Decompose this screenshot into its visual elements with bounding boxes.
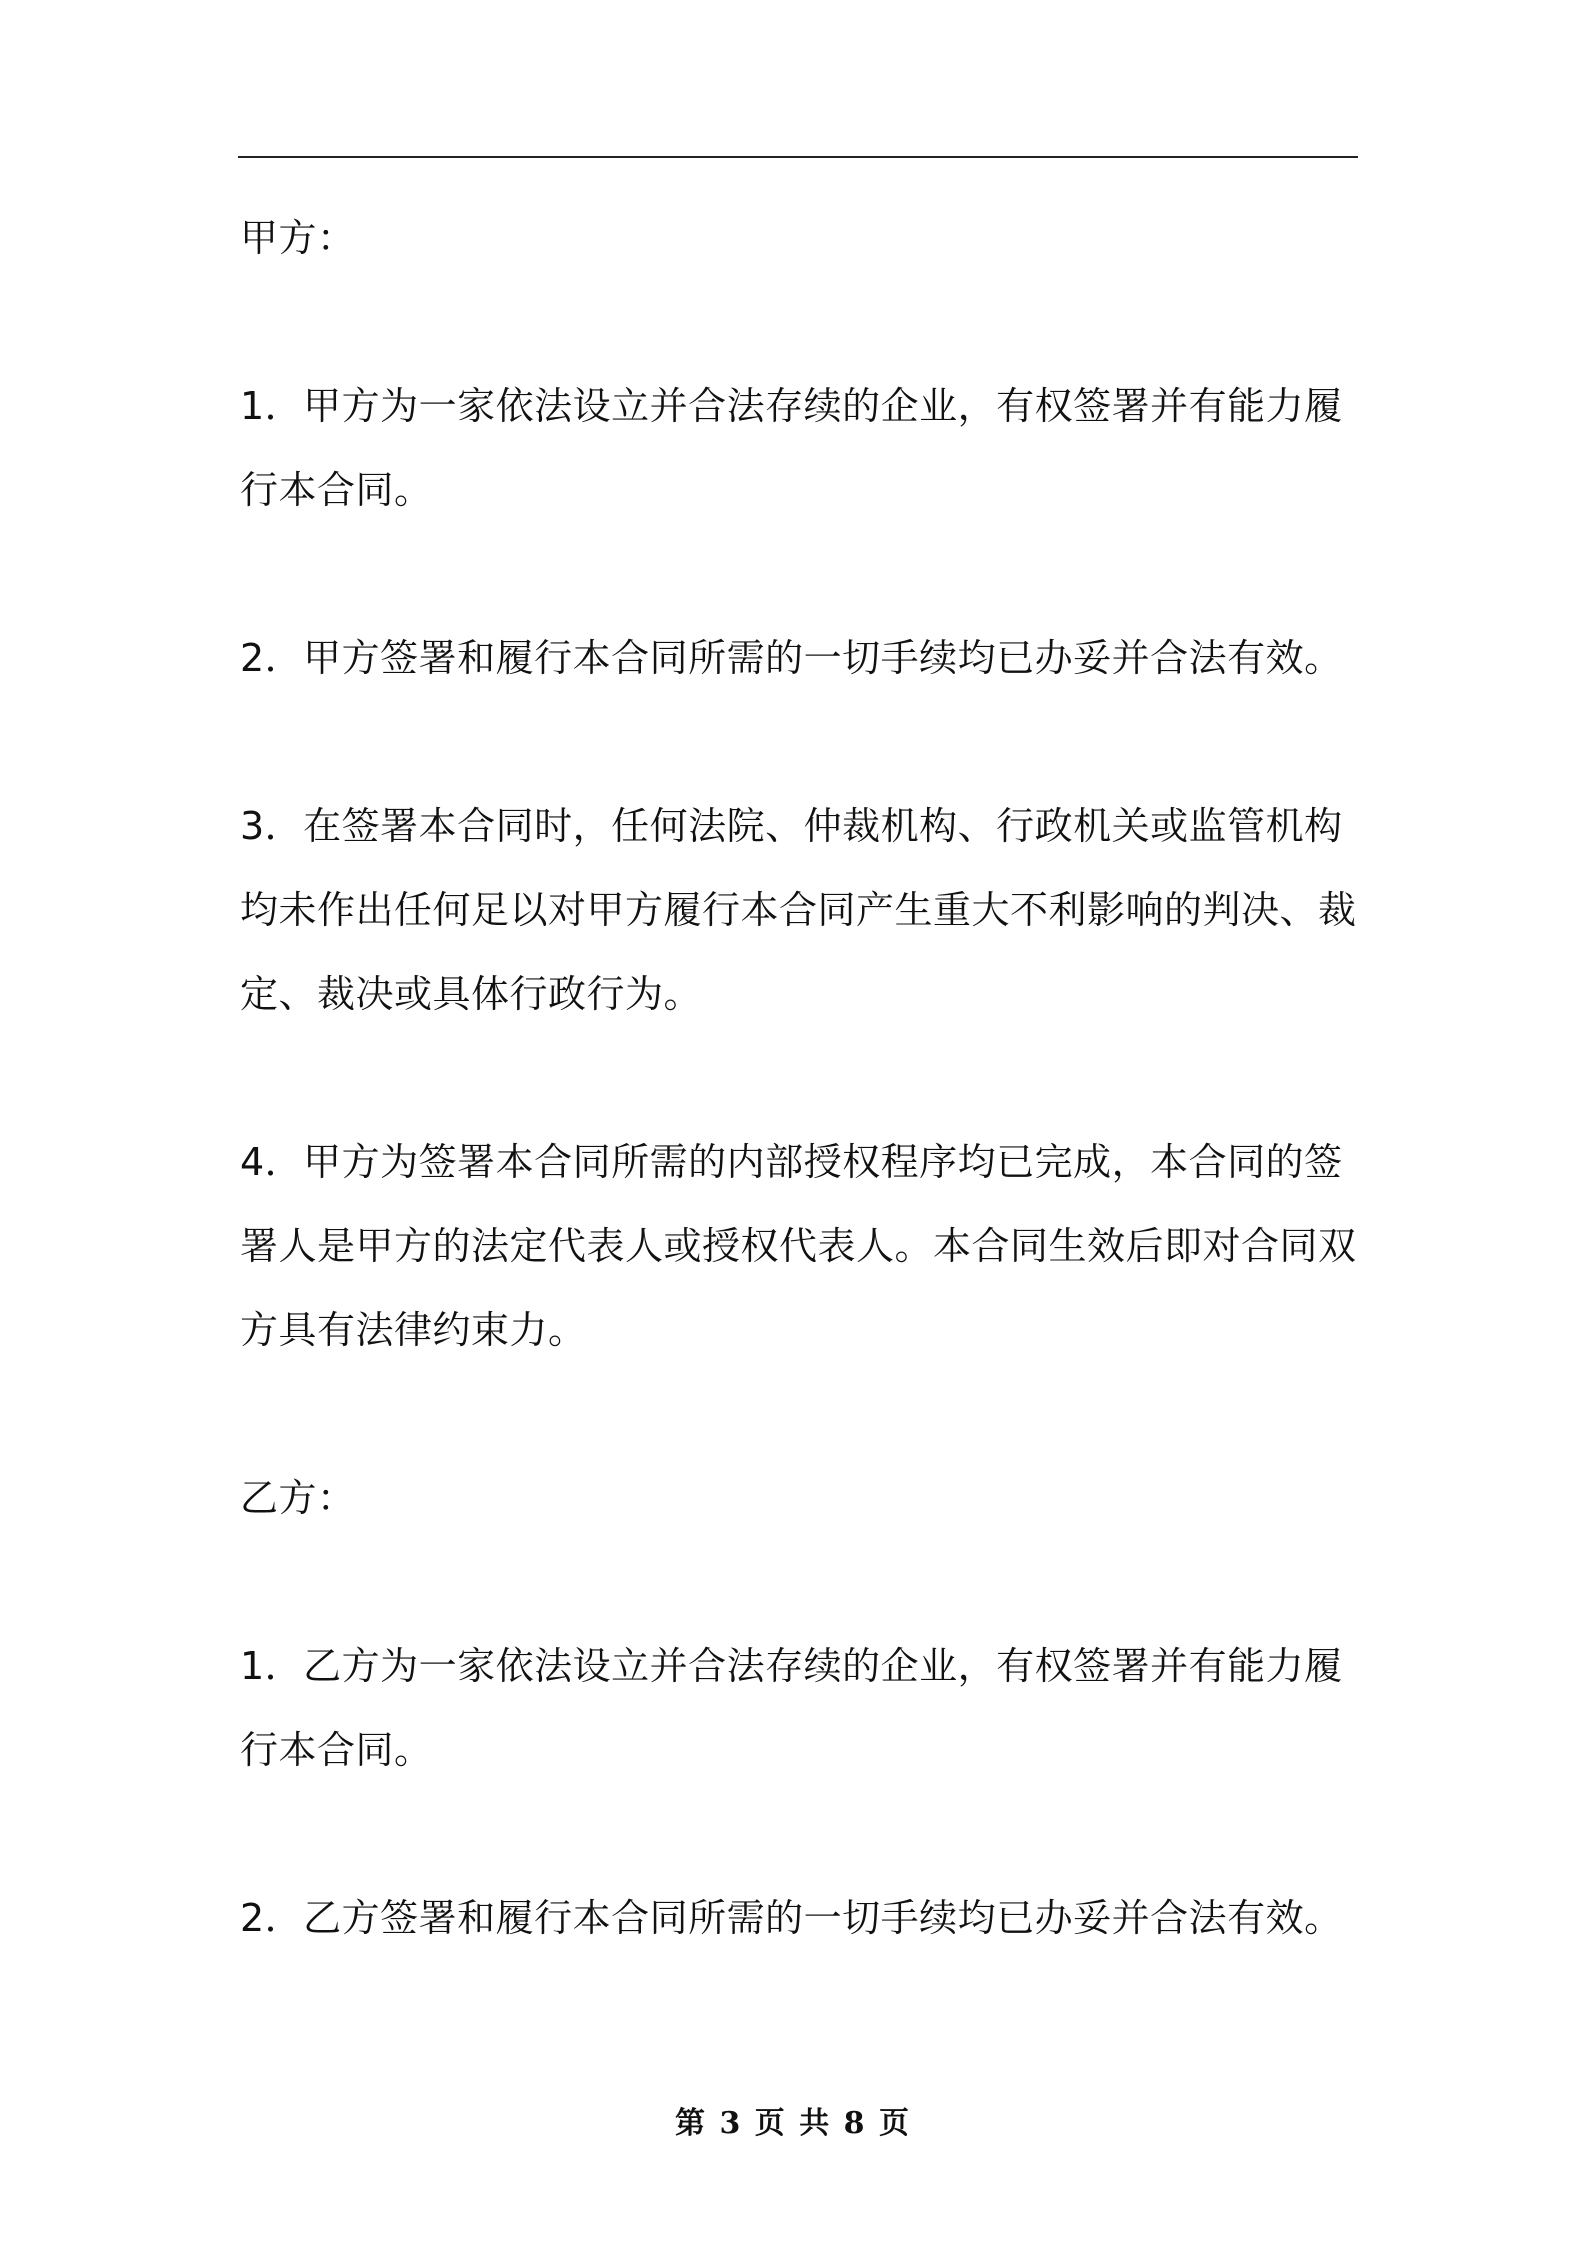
party-a-clause-4: 4．甲方为签署本合同所需的内部授权程序均已完成，本合同的签署人是甲方的法定代表人或授权代表人。本合同生效后即对合同双方具有法律约束力。 xyxy=(240,1140,1357,1352)
header-divider xyxy=(238,156,1358,158)
party-a-clause-1: 1．甲方为一家依法设立并合法存续的企业，有权签署并有能力履行本合同。 xyxy=(240,384,1343,512)
party-b-clause-2: 2．乙方签署和履行本合同所需的一切手续均已办妥并合法有效。 xyxy=(240,1896,1343,1940)
page-number: 第 3 页 共 8 页 xyxy=(675,2106,911,2141)
document-body xyxy=(240,196,1358,2044)
party-b-clause-1: 1．乙方为一家依法设立并合法存续的企业，有权签署并有能力履行本合同。 xyxy=(240,1644,1343,1772)
party-a-clause-2: 2．甲方签署和履行本合同所需的一切手续均已办妥并合法有效。 xyxy=(240,636,1343,680)
party-b-heading: 乙方： xyxy=(240,1476,356,1520)
party-a-heading: 甲方： xyxy=(240,216,356,260)
party-a-clause-3: 3．在签署本合同时，任何法院、仲裁机构、行政机关或监管机构均未作出任何足以对甲方履行本合同产生重大不利影响的判决、裁定、裁决或具体行政行为。 xyxy=(240,804,1357,1016)
